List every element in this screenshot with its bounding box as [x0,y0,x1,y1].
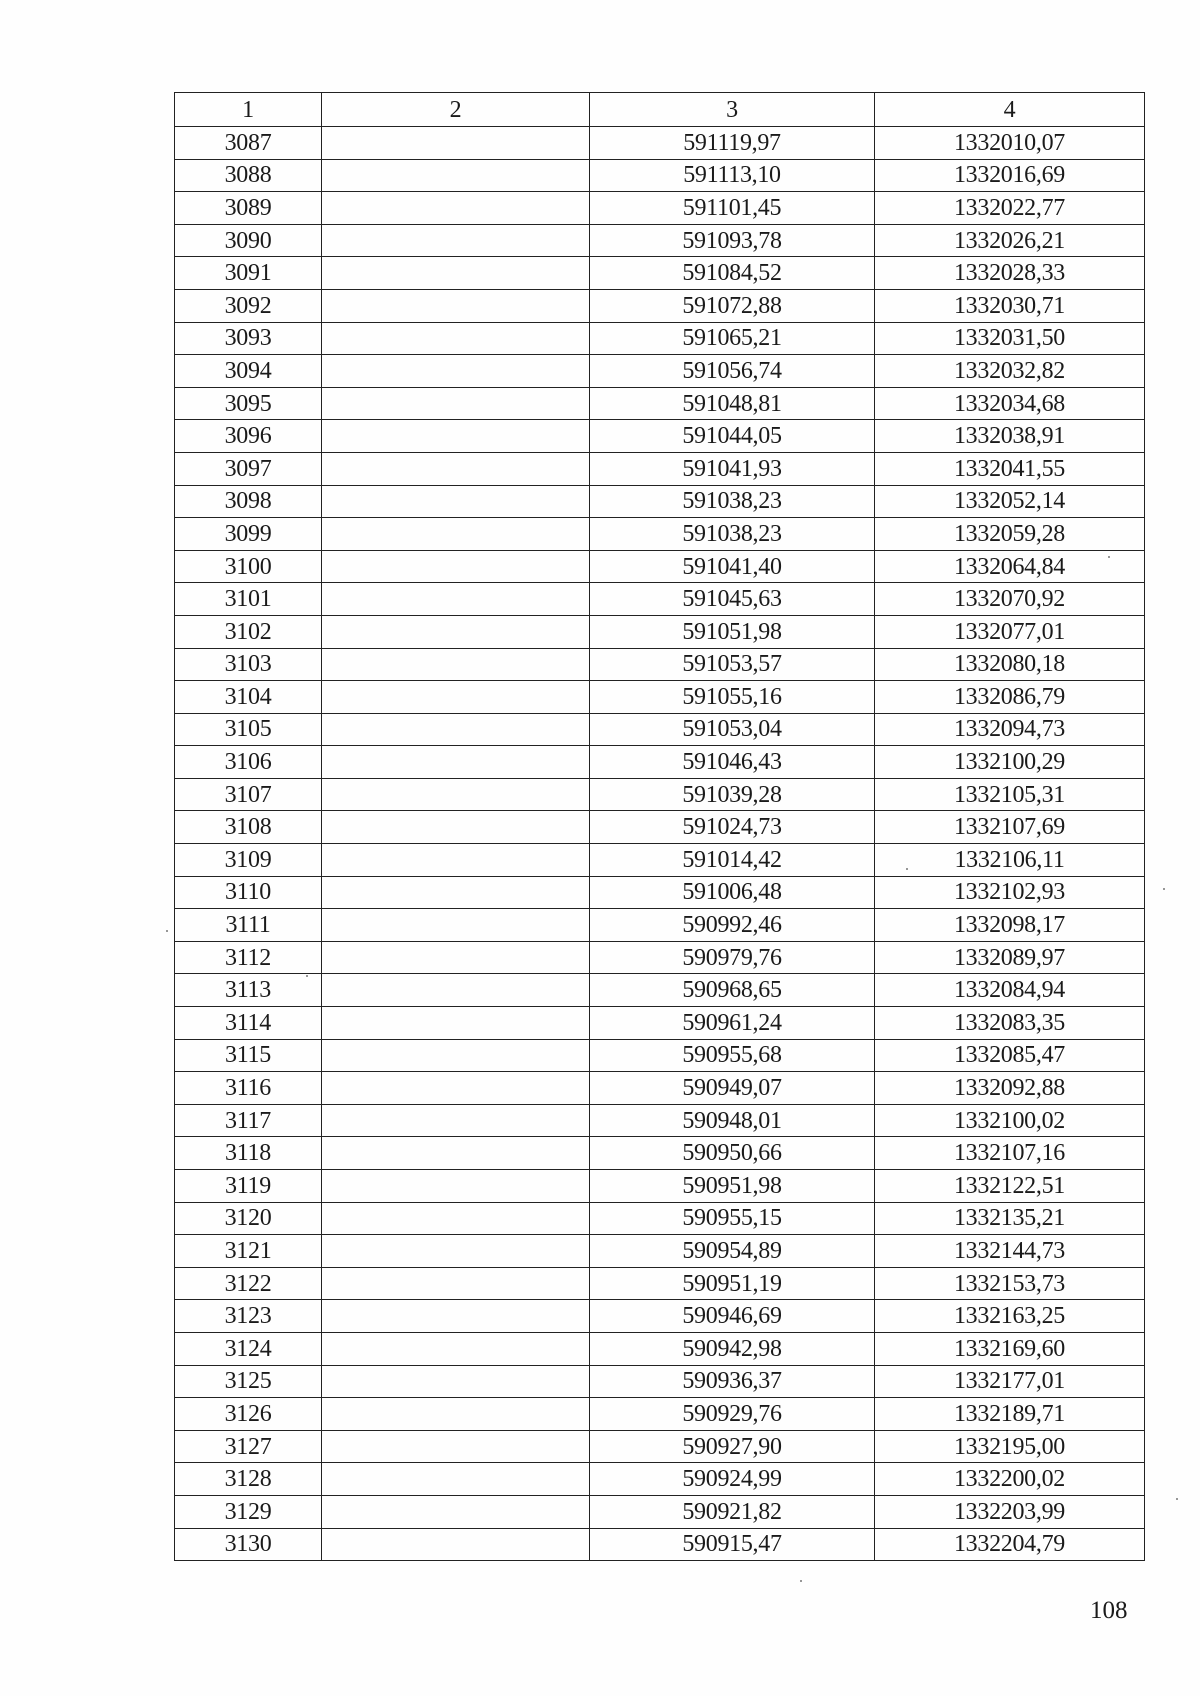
table-cell-col-2 [322,420,590,453]
table-cell-col-1: 3124 [175,1332,322,1365]
table-cell-col-3: 591039,28 [590,778,875,811]
table-cell-col-4: 1332034,68 [875,387,1145,420]
table-cell-col-1: 3127 [175,1430,322,1463]
table-row [175,1430,1145,1463]
table-row [175,1495,1145,1528]
table-cell-col-1: 3117 [175,1104,322,1137]
table-cell-col-2 [322,224,590,257]
table-cell-col-1: 3102 [175,615,322,648]
table-cell-col-1: 3089 [175,192,322,225]
table-cell-col-3: 591051,98 [590,615,875,648]
table-cell-col-1: 3109 [175,844,322,877]
table-cell-col-4: 1332135,21 [875,1202,1145,1235]
scan-speck [1108,556,1110,558]
table-cell-col-1: 3092 [175,289,322,322]
table-cell-col-2 [322,1463,590,1496]
table-row [175,1300,1145,1333]
table-cell-col-2 [322,1202,590,1235]
table-cell-col-2 [322,1267,590,1300]
table-cell-col-2 [322,1072,590,1105]
table-cell-col-4: 1332086,79 [875,681,1145,714]
table-cell-col-3: 591055,16 [590,681,875,714]
table-row [175,550,1145,583]
table-cell-col-3: 591056,74 [590,355,875,388]
table-cell-col-2 [322,974,590,1007]
table-cell-col-2 [322,1170,590,1203]
table-row [175,1235,1145,1268]
table-cell-col-2 [322,746,590,779]
scan-speck [166,930,168,932]
table-cell-col-4: 1332089,97 [875,941,1145,974]
column-header-3: 3 [590,93,875,127]
table-cell-col-4: 1332195,00 [875,1430,1145,1463]
table-row [175,713,1145,746]
table-row [175,355,1145,388]
table-cell-col-2 [322,648,590,681]
table-row [175,844,1145,877]
table-cell-col-4: 1332032,82 [875,355,1145,388]
scan-speck [1176,1498,1178,1500]
table-cell-col-1: 3115 [175,1039,322,1072]
table-cell-col-3: 590951,19 [590,1267,875,1300]
table-cell-col-4: 1332016,69 [875,159,1145,192]
table-row [175,941,1145,974]
table-row [175,1104,1145,1137]
table-cell-col-4: 1332105,31 [875,778,1145,811]
table-cell-col-3: 591048,81 [590,387,875,420]
table-row [175,289,1145,322]
table-cell-col-4: 1332041,55 [875,452,1145,485]
table-cell-col-2 [322,615,590,648]
table-cell-col-2 [322,322,590,355]
table-cell-col-3: 591053,57 [590,648,875,681]
table-cell-col-4: 1332084,94 [875,974,1145,1007]
table-cell-col-2 [322,1430,590,1463]
table-row [175,909,1145,942]
table-cell-col-2 [322,550,590,583]
coordinates-table [174,92,1145,1561]
table-cell-col-2 [322,811,590,844]
table-row [175,420,1145,453]
table-cell-col-3: 591038,23 [590,518,875,551]
table-cell-col-2 [322,257,590,290]
table-row [175,1007,1145,1040]
table-cell-col-1: 3088 [175,159,322,192]
table-cell-col-3: 590954,89 [590,1235,875,1268]
table-cell-col-3: 591024,73 [590,811,875,844]
table-row [175,485,1145,518]
table-cell-col-1: 3096 [175,420,322,453]
table-cell-col-1: 3095 [175,387,322,420]
table-cell-col-3: 590927,90 [590,1430,875,1463]
table-cell-col-1: 3093 [175,322,322,355]
scan-speck [800,1580,802,1582]
table-cell-col-2 [322,1528,590,1561]
table-cell-col-1: 3090 [175,224,322,257]
table-cell-col-2 [322,159,590,192]
table-row [175,452,1145,485]
table-cell-col-4: 1332102,93 [875,876,1145,909]
table-cell-col-4: 1332031,50 [875,322,1145,355]
table-cell-col-4: 1332038,91 [875,420,1145,453]
table-cell-col-1: 3106 [175,746,322,779]
table-body [175,127,1145,1561]
table-cell-col-3: 591044,05 [590,420,875,453]
table-cell-col-1: 3129 [175,1495,322,1528]
table-cell-col-4: 1332080,18 [875,648,1145,681]
table-cell-col-4: 1332177,01 [875,1365,1145,1398]
table-row [175,1332,1145,1365]
table-cell-col-1: 3100 [175,550,322,583]
table-cell-col-2 [322,1007,590,1040]
table-cell-col-3: 590924,99 [590,1463,875,1496]
table-cell-col-3: 591041,93 [590,452,875,485]
table-cell-col-2 [322,1104,590,1137]
table-cell-col-3: 590949,07 [590,1072,875,1105]
table-cell-col-4: 1332026,21 [875,224,1145,257]
table-row [175,1398,1145,1431]
table-cell-col-3: 591053,04 [590,713,875,746]
table-cell-col-3: 590979,76 [590,941,875,974]
table-cell-col-3: 590942,98 [590,1332,875,1365]
table-cell-col-3: 591006,48 [590,876,875,909]
table-cell-col-2 [322,583,590,616]
table-cell-col-3: 591065,21 [590,322,875,355]
table-cell-col-1: 3099 [175,518,322,551]
table-cell-col-1: 3116 [175,1072,322,1105]
table-cell-col-2 [322,1039,590,1072]
table-cell-col-1: 3087 [175,127,322,160]
table-cell-col-1: 3108 [175,811,322,844]
table-cell-col-4: 1332203,99 [875,1495,1145,1528]
table-cell-col-2 [322,941,590,974]
table-row [175,192,1145,225]
table-cell-col-2 [322,192,590,225]
table-cell-col-1: 3110 [175,876,322,909]
table-row [175,1267,1145,1300]
table-cell-col-4: 1332204,79 [875,1528,1145,1561]
table-cell-col-1: 3120 [175,1202,322,1235]
table-cell-col-3: 590929,76 [590,1398,875,1431]
table-row [175,1170,1145,1203]
table-header [175,93,1145,127]
table-row [175,615,1145,648]
table-cell-col-1: 3101 [175,583,322,616]
table-cell-col-3: 591072,88 [590,289,875,322]
table-cell-col-4: 1332077,01 [875,615,1145,648]
header-row [175,93,1145,127]
table-cell-col-2 [322,485,590,518]
table-cell-col-1: 3121 [175,1235,322,1268]
table-cell-col-3: 591084,52 [590,257,875,290]
table-cell-col-3: 590921,82 [590,1495,875,1528]
table-cell-col-4: 1332144,73 [875,1235,1145,1268]
table-cell-col-4: 1332100,02 [875,1104,1145,1137]
table-cell-col-3: 591041,40 [590,550,875,583]
table-cell-col-3: 590955,68 [590,1039,875,1072]
table-cell-col-4: 1332106,11 [875,844,1145,877]
table-row [175,518,1145,551]
table-cell-col-3: 590992,46 [590,909,875,942]
table-row [175,1365,1145,1398]
column-header-4: 4 [875,93,1145,127]
table-cell-col-2 [322,844,590,877]
table-cell-col-4: 1332122,51 [875,1170,1145,1203]
table-cell-col-2 [322,876,590,909]
table-cell-col-2 [322,1398,590,1431]
table-cell-col-3: 590951,98 [590,1170,875,1203]
table-cell-col-1: 3126 [175,1398,322,1431]
table-cell-col-1: 3111 [175,909,322,942]
table-cell-col-1: 3118 [175,1137,322,1170]
table-cell-col-4: 1332059,28 [875,518,1145,551]
table-row [175,811,1145,844]
table-cell-col-4: 1332052,14 [875,485,1145,518]
scan-speck [306,975,308,977]
table-cell-col-1: 3104 [175,681,322,714]
table-row [175,681,1145,714]
table-cell-col-2 [322,127,590,160]
table-cell-col-3: 590936,37 [590,1365,875,1398]
table-cell-col-4: 1332094,73 [875,713,1145,746]
table-cell-col-1: 3122 [175,1267,322,1300]
table-cell-col-4: 1332022,77 [875,192,1145,225]
table-cell-col-2 [322,387,590,420]
table-row [175,127,1145,160]
table-cell-col-2 [322,909,590,942]
table-cell-col-4: 1332153,73 [875,1267,1145,1300]
table-row [175,159,1145,192]
table-cell-col-4: 1332092,88 [875,1072,1145,1105]
table-row [175,1137,1145,1170]
table-cell-col-1: 3107 [175,778,322,811]
table-cell-col-3: 591014,42 [590,844,875,877]
table-cell-col-4: 1332107,69 [875,811,1145,844]
table-cell-col-4: 1332010,07 [875,127,1145,160]
table-cell-col-2 [322,289,590,322]
table-cell-col-2 [322,452,590,485]
table-cell-col-2 [322,518,590,551]
table-cell-col-1: 3130 [175,1528,322,1561]
table-cell-col-3: 590946,69 [590,1300,875,1333]
table-cell-col-3: 590948,01 [590,1104,875,1137]
table-cell-col-2 [322,1137,590,1170]
table-cell-col-1: 3091 [175,257,322,290]
table-row [175,257,1145,290]
table-row [175,1072,1145,1105]
table-cell-col-4: 1332098,17 [875,909,1145,942]
table-cell-col-2 [322,1300,590,1333]
table-cell-col-1: 3094 [175,355,322,388]
table-cell-col-4: 1332189,71 [875,1398,1145,1431]
table-cell-col-1: 3103 [175,648,322,681]
table-row [175,1202,1145,1235]
table-cell-col-1: 3105 [175,713,322,746]
table-row [175,648,1145,681]
table-cell-col-4: 1332163,25 [875,1300,1145,1333]
table-cell-col-1: 3097 [175,452,322,485]
table-cell-col-3: 591113,10 [590,159,875,192]
table-cell-col-2 [322,1365,590,1398]
table-row [175,1039,1145,1072]
table-cell-col-4: 1332107,16 [875,1137,1145,1170]
table-cell-col-4: 1332100,29 [875,746,1145,779]
table-cell-col-4: 1332083,35 [875,1007,1145,1040]
table-cell-col-1: 3113 [175,974,322,1007]
table-cell-col-2 [322,713,590,746]
table-cell-col-2 [322,1332,590,1365]
table-row [175,778,1145,811]
table-cell-col-3: 591119,97 [590,127,875,160]
table-cell-col-2 [322,355,590,388]
table-cell-col-2 [322,778,590,811]
table-row [175,746,1145,779]
table-row [175,322,1145,355]
table-cell-col-4: 1332028,33 [875,257,1145,290]
table-cell-col-3: 590961,24 [590,1007,875,1040]
table-cell-col-1: 3123 [175,1300,322,1333]
table-cell-col-3: 590950,66 [590,1137,875,1170]
table-cell-col-1: 3112 [175,941,322,974]
table-cell-col-4: 1332030,71 [875,289,1145,322]
table-cell-col-3: 590955,15 [590,1202,875,1235]
column-header-2: 2 [322,93,590,127]
table-cell-col-4: 1332200,02 [875,1463,1145,1496]
table-cell-col-2 [322,1495,590,1528]
table-cell-col-1: 3119 [175,1170,322,1203]
scan-speck [906,868,908,870]
table-cell-col-3: 591045,63 [590,583,875,616]
table-cell-col-1: 3114 [175,1007,322,1040]
column-header-1: 1 [175,93,322,127]
table-cell-col-4: 1332070,92 [875,583,1145,616]
table-row [175,1463,1145,1496]
table-cell-col-3: 590915,47 [590,1528,875,1561]
table-cell-col-3: 591101,45 [590,192,875,225]
table-row [175,1528,1145,1561]
table-cell-col-4: 1332064,84 [875,550,1145,583]
table-cell-col-3: 590968,65 [590,974,875,1007]
scan-speck [1163,888,1165,890]
page-number: 108 [1090,1597,1128,1624]
table-row [175,876,1145,909]
table-cell-col-1: 3098 [175,485,322,518]
table-row [175,583,1145,616]
table-cell-col-4: 1332085,47 [875,1039,1145,1072]
table-cell-col-2 [322,681,590,714]
table-cell-col-1: 3128 [175,1463,322,1496]
table-cell-col-4: 1332169,60 [875,1332,1145,1365]
table-cell-col-3: 591038,23 [590,485,875,518]
table-row [175,974,1145,1007]
table-cell-col-1: 3125 [175,1365,322,1398]
table-cell-col-2 [322,1235,590,1268]
table-row [175,387,1145,420]
table-cell-col-3: 591093,78 [590,224,875,257]
table-cell-col-3: 591046,43 [590,746,875,779]
table-row [175,224,1145,257]
